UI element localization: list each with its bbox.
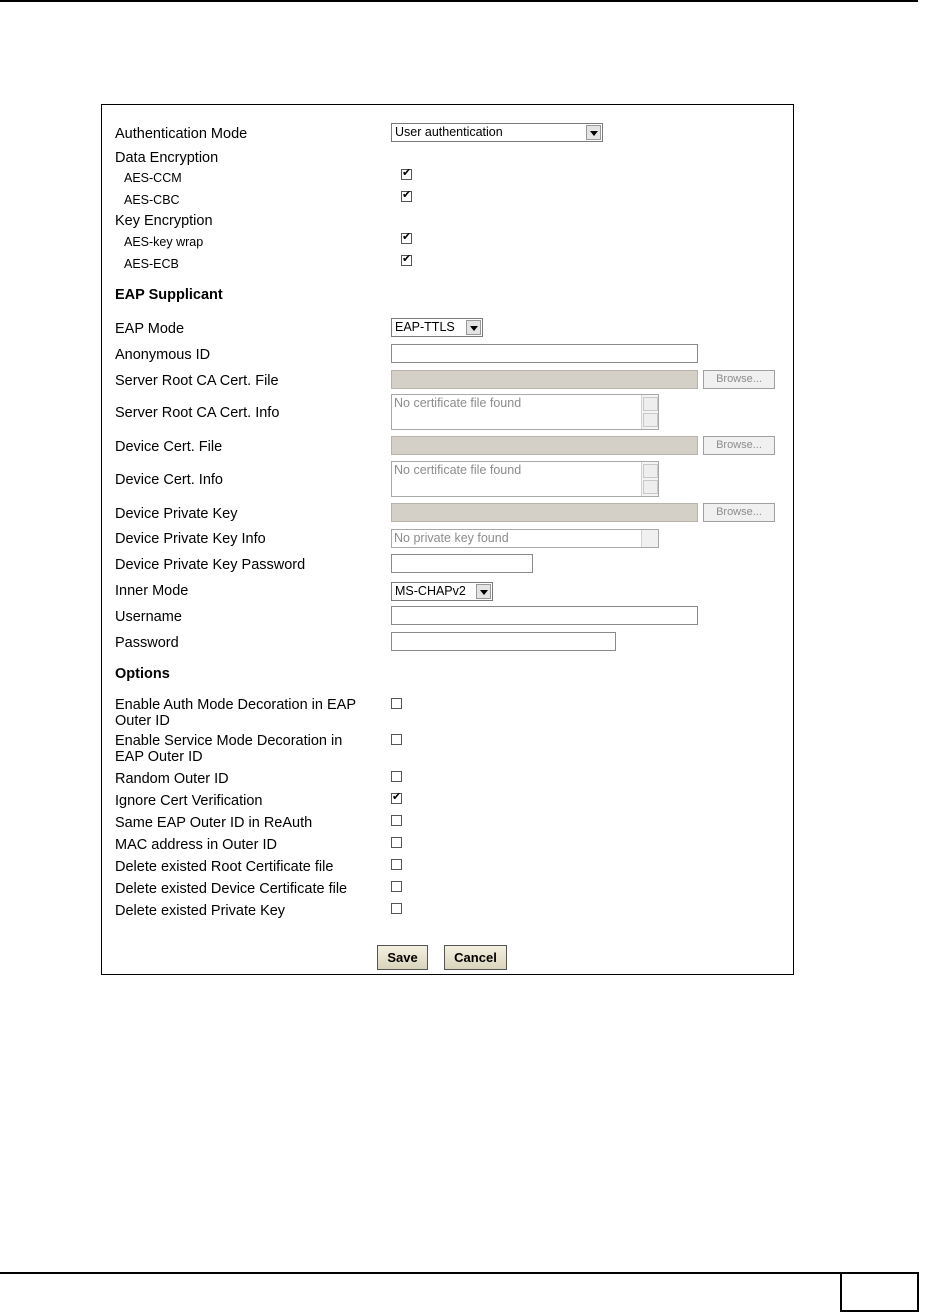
device-private-key-info-textarea[interactable] <box>391 529 659 548</box>
device-private-key-info-label: Device Private Key Info <box>115 531 266 547</box>
anonymous-id-input[interactable] <box>391 344 698 363</box>
scrollbar[interactable] <box>641 395 658 429</box>
scrollbar[interactable] <box>641 530 658 547</box>
top-rule <box>0 0 918 2</box>
aes-key-wrap-label: AES-key wrap <box>124 235 204 249</box>
device-private-key-password-label: Device Private Key Password <box>115 557 306 573</box>
device-cert-info-textarea[interactable] <box>391 461 659 497</box>
scroll-down-icon[interactable] <box>643 413 658 427</box>
eap-settings-panel <box>101 104 794 975</box>
option-same-outer-id-reauth-checkbox[interactable] <box>391 815 402 826</box>
option-mac-address-outer-id-label: MAC address in Outer ID <box>115 837 277 853</box>
username-input[interactable] <box>391 606 698 625</box>
option-service-mode-decoration-checkbox[interactable] <box>391 734 402 745</box>
auth-mode-label: Authentication Mode <box>115 126 248 142</box>
server-root-ca-browse-button[interactable]: Browse... <box>703 370 775 389</box>
password-input[interactable] <box>391 632 616 651</box>
auth-mode-select[interactable] <box>391 123 603 142</box>
eap-mode-select[interactable] <box>391 318 483 337</box>
option-delete-root-cert-label: Delete existed Root Certificate file <box>115 859 334 875</box>
aes-cbc-label: AES-CBC <box>124 193 180 207</box>
option-delete-private-key-checkbox[interactable] <box>391 903 402 914</box>
inner-mode-value: MS-CHAPv2 <box>395 584 466 598</box>
key-encryption-label: Key Encryption <box>115 213 213 229</box>
eap-mode-value: EAP-TTLS <box>395 320 455 334</box>
option-delete-device-cert-label: Delete existed Device Certificate file <box>115 881 348 897</box>
device-cert-browse-button[interactable]: Browse... <box>703 436 775 455</box>
anonymous-id-label: Anonymous ID <box>115 347 211 363</box>
scroll-down-icon[interactable] <box>643 480 658 494</box>
aes-key-wrap-checkbox[interactable] <box>401 233 412 244</box>
data-encryption-label: Data Encryption <box>115 150 219 166</box>
aes-ccm-checkbox[interactable] <box>401 169 412 180</box>
device-cert-file-input[interactable] <box>391 436 698 455</box>
eap-supplicant-heading: EAP Supplicant <box>115 287 223 303</box>
option-delete-root-cert-checkbox[interactable] <box>391 859 402 870</box>
option-delete-device-cert-checkbox[interactable] <box>391 881 402 892</box>
save-button[interactable]: Save <box>377 945 428 970</box>
scroll-up-icon[interactable] <box>643 464 658 478</box>
option-same-outer-id-reauth-label: Same EAP Outer ID in ReAuth <box>115 815 313 831</box>
aes-ecb-checkbox[interactable] <box>401 255 412 266</box>
server-root-ca-file-label: Server Root CA Cert. File <box>115 373 279 389</box>
server-root-ca-info-label: Server Root CA Cert. Info <box>115 405 280 421</box>
scroll-up-icon[interactable] <box>643 397 658 411</box>
server-root-ca-file-input[interactable] <box>391 370 698 389</box>
eap-mode-label: EAP Mode <box>115 321 185 337</box>
option-random-outer-id-label: Random Outer ID <box>115 771 229 787</box>
device-cert-info-label: Device Cert. Info <box>115 472 223 488</box>
option-auth-mode-decoration-checkbox[interactable] <box>391 698 402 709</box>
option-delete-private-key-label: Delete existed Private Key <box>115 903 286 919</box>
password-label: Password <box>115 635 179 651</box>
device-private-key-input[interactable] <box>391 503 698 522</box>
aes-cbc-checkbox[interactable] <box>401 191 412 202</box>
aes-ecb-label: AES-ECB <box>124 257 179 271</box>
scrollbar[interactable] <box>641 462 658 496</box>
option-random-outer-id-checkbox[interactable] <box>391 771 402 782</box>
aes-ccm-label: AES-CCM <box>124 171 182 185</box>
auth-mode-value: User authentication <box>395 125 503 139</box>
inner-mode-label: Inner Mode <box>115 583 189 599</box>
inner-mode-select[interactable] <box>391 582 493 601</box>
server-root-ca-info-textarea[interactable] <box>391 394 659 430</box>
chevron-down-icon <box>476 584 491 599</box>
cancel-button[interactable]: Cancel <box>444 945 507 970</box>
device-private-key-password-input[interactable] <box>391 554 533 573</box>
option-auth-mode-decoration-label: Enable Auth Mode Decoration in EAP Outer ID <box>115 697 356 729</box>
device-private-key-label: Device Private Key <box>115 506 238 522</box>
option-ignore-cert-verification-checkbox[interactable] <box>391 793 402 804</box>
device-private-key-info-value: No private key found <box>394 531 509 545</box>
bottom-rule <box>0 1272 840 1274</box>
device-cert-file-label: Device Cert. File <box>115 439 223 455</box>
server-root-ca-info-value: No certificate file found <box>394 396 522 410</box>
device-cert-info-value: No certificate file found <box>394 463 522 477</box>
chevron-down-icon <box>586 125 601 140</box>
options-heading: Options <box>115 666 170 682</box>
username-label: Username <box>115 609 182 625</box>
device-private-key-browse-button[interactable]: Browse... <box>703 503 775 522</box>
option-ignore-cert-verification-label: Ignore Cert Verification <box>115 793 263 809</box>
page-number-box <box>840 1272 919 1312</box>
option-service-mode-decoration-label: Enable Service Mode Decoration in EAP Outer ID <box>115 733 343 765</box>
option-mac-address-outer-id-checkbox[interactable] <box>391 837 402 848</box>
chevron-down-icon <box>466 320 481 335</box>
